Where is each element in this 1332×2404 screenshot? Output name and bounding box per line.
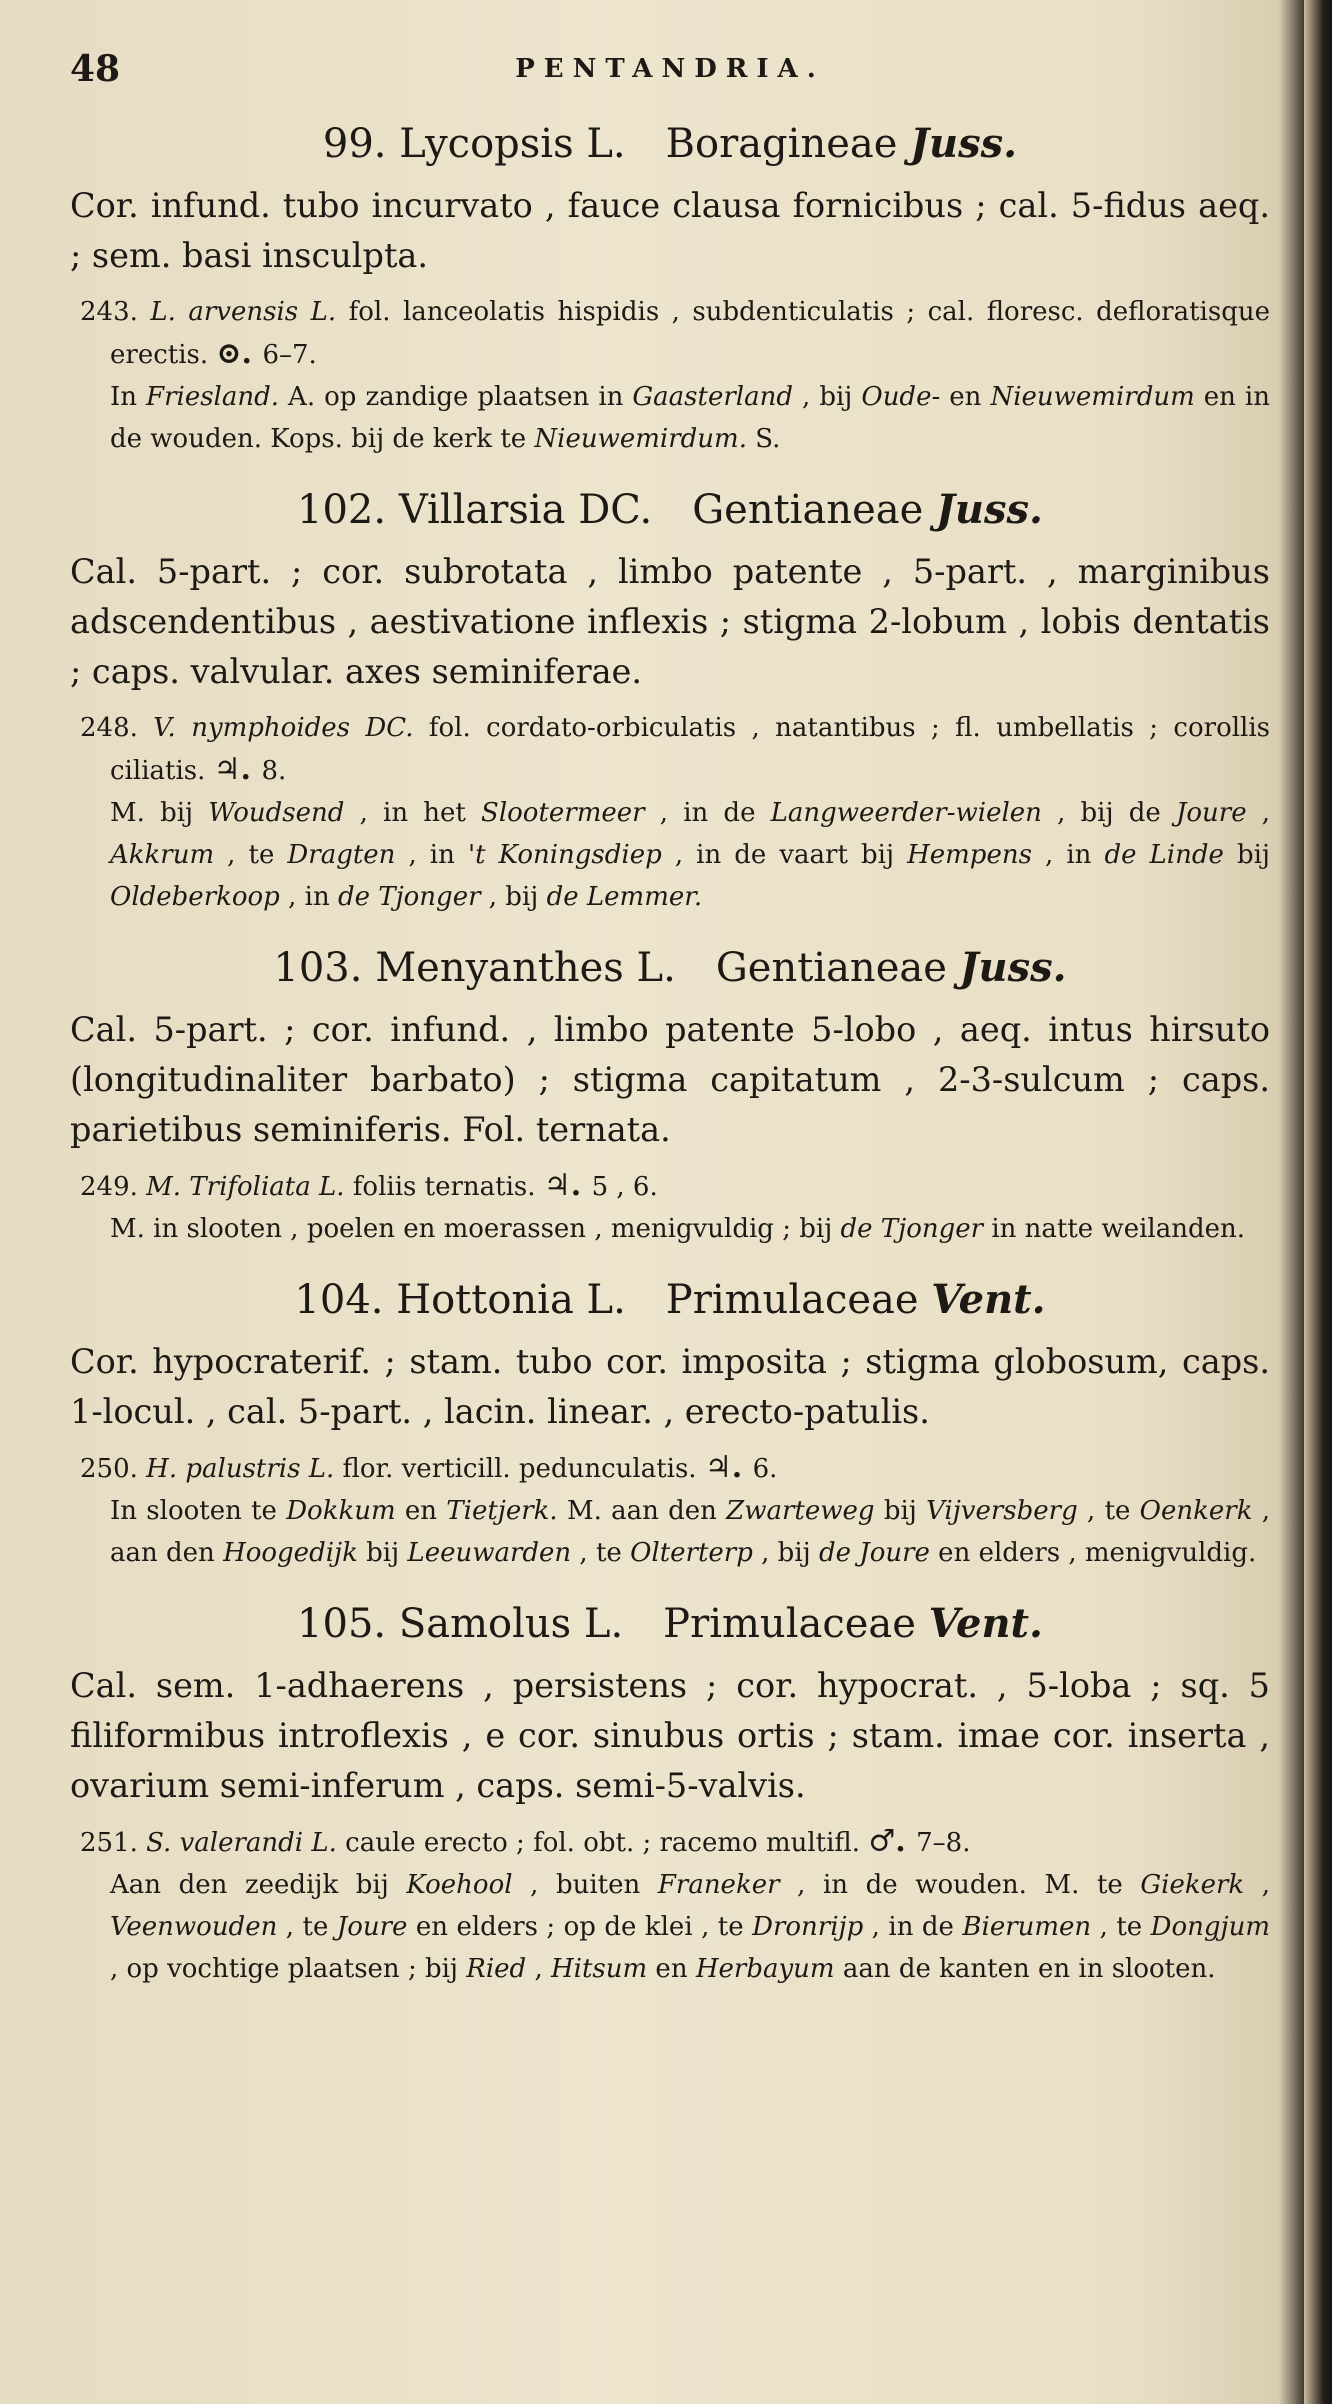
place-name: Gaasterland	[632, 382, 793, 412]
genus-author: L.	[583, 1601, 664, 1647]
genus-heading	[70, 120, 1270, 167]
locality-text: , in de vaart bij	[661, 840, 908, 870]
place-name: Nieuwemirdum.	[534, 424, 747, 454]
family-author: Juss.	[959, 944, 1067, 991]
flowering-months: 6–7.	[262, 340, 317, 370]
locality-text: ,	[526, 1954, 551, 1984]
place-name: Olterterp	[630, 1538, 753, 1568]
locality-text: , in de	[863, 1912, 963, 1942]
species-localities	[70, 792, 1270, 918]
locality-text: in natte weilanden.	[983, 1214, 1246, 1244]
place-name: Langweerder-wielen	[770, 798, 1042, 828]
place-name: Veenwouden	[110, 1912, 278, 1942]
locality-text: A. op zandige plaatsen in	[279, 382, 633, 412]
family-name: Primulaceae	[663, 1601, 929, 1647]
flowering-months: 6.	[752, 1454, 778, 1484]
locality-text: , te	[1091, 1912, 1151, 1942]
family-author: Vent.	[931, 1276, 1046, 1323]
place-name: Akkrum	[110, 840, 215, 870]
place-name: Giekerk	[1140, 1870, 1245, 1900]
species-name: V. nymphoides DC.	[153, 713, 429, 743]
locality-text: en	[395, 1496, 447, 1526]
place-name: de Joure	[818, 1538, 930, 1568]
species-diagnosis: flor. verticill. pedunculatis.	[342, 1454, 705, 1484]
genus-section	[70, 486, 1270, 918]
place-name: Leeuwarden	[407, 1538, 572, 1568]
place-name: Vijversberg	[926, 1496, 1078, 1526]
locality-text: en elders ; op de klei , te	[407, 1912, 753, 1942]
species-name: M. Trifoliata L.	[146, 1172, 353, 1202]
locality-text: , in de wouden. M. te	[779, 1870, 1141, 1900]
species-name: L. arvensis L.	[150, 297, 349, 327]
lifeform-symbol: ♃.	[543, 1168, 592, 1203]
locality-text: , in het	[344, 798, 482, 828]
genus-number: 99.	[322, 121, 400, 167]
species-localities	[70, 376, 1270, 460]
genus-number: 103.	[273, 945, 376, 991]
locality-text: ,	[1246, 798, 1271, 828]
species-diagnosis: fol. lanceolatis hispidis , subdenticulatis ; cal. floresc. defloratisque erectis.	[110, 297, 1270, 370]
locality-text: aan de kanten en in slooten.	[834, 1954, 1216, 1984]
locality-text: M. aan den	[557, 1496, 727, 1526]
species-diagnosis: foliis ternatis.	[352, 1172, 544, 1202]
page-binding-edge	[1304, 0, 1332, 2404]
running-title: PENTANDRIA.	[515, 54, 825, 84]
locality-text: In	[110, 382, 147, 412]
genus-author: L.	[586, 1277, 666, 1323]
locality-text: en	[940, 382, 991, 412]
locality-text: , buiten	[512, 1870, 658, 1900]
lifeform-symbol: ⊙.	[216, 336, 263, 371]
place-name: Hitsum	[550, 1954, 648, 1984]
place-name: Oldeberkoop	[110, 882, 280, 912]
locality-text: , in de	[644, 798, 771, 828]
locality-text: en	[647, 1954, 696, 1984]
place-name: Koehool	[406, 1870, 513, 1900]
place-name: Tietjerk.	[446, 1496, 558, 1526]
genus-description: Cal. 5-part. ; cor. subrotata , limbo patente , 5-part. , marginibus adscendentibus , aestivatione inflexis ; stigma 2-lobum , lobis dentatis ; caps. valvular. axes seminiferae.	[70, 552, 1270, 691]
species-entry	[70, 1447, 1270, 1490]
genus-author: L.	[586, 121, 666, 167]
genus-number: 105.	[297, 1601, 399, 1647]
locality-text: , op vochtige plaatsen ; bij	[110, 1954, 467, 1984]
locality-text: , te	[214, 840, 288, 870]
locality-text: en elders , menigvuldig.	[929, 1538, 1257, 1568]
locality-text: bij	[357, 1538, 408, 1568]
place-name: Woudsend	[208, 798, 345, 828]
page-number: 48	[70, 48, 121, 90]
genus-heading	[70, 1276, 1270, 1323]
species-number: 248.	[80, 713, 154, 743]
genus-section	[70, 944, 1270, 1250]
running-header	[70, 40, 1270, 110]
genus-name: Menyanthes	[375, 945, 637, 991]
species-number: 249.	[80, 1172, 147, 1202]
species-entry	[70, 1821, 1270, 1864]
genus-name: Villarsia	[398, 487, 579, 533]
species-name: S. valerandi L.	[146, 1828, 346, 1858]
locality-text: Aan den zeedijk bij	[110, 1870, 407, 1900]
locality-text: , in	[1031, 840, 1105, 870]
place-name: de Linde	[1104, 840, 1224, 870]
genus-sections	[70, 120, 1270, 1990]
family-name: Gentianeae	[692, 487, 936, 533]
place-name: Hempens	[907, 840, 1032, 870]
genus-number: 104.	[294, 1277, 397, 1323]
species-localities	[70, 1490, 1270, 1574]
place-name: Franeker	[657, 1870, 780, 1900]
species-entry	[70, 291, 1270, 376]
species-localities	[70, 1208, 1270, 1250]
lifeform-symbol: ♃.	[704, 1450, 753, 1485]
place-name: de Tjonger	[337, 882, 481, 912]
genus-description: Cor. infund. tubo incurvato , fauce clausa fornicibus ; cal. 5-fidus aeq. ; sem. basi insculpta.	[70, 186, 1270, 275]
place-name: Dokkum	[286, 1496, 396, 1526]
locality-text: M. in slooten , poelen en moerassen , menigvuldig ; bij	[110, 1214, 841, 1244]
species-entry	[70, 707, 1270, 792]
place-name: Friesland.	[146, 382, 280, 412]
species-number: 250.	[80, 1454, 147, 1484]
place-name: Dragten	[287, 840, 396, 870]
locality-text: , te	[1077, 1496, 1140, 1526]
species-diagnosis: caule erecto ; fol. obt. ; racemo multifl.	[345, 1828, 869, 1858]
place-name: Herbayum	[695, 1954, 835, 1984]
genus-section	[70, 1276, 1270, 1574]
place-name: Nieuwemirdum	[990, 382, 1195, 412]
place-name: Dongjum	[1150, 1912, 1270, 1942]
genus-author: L.	[636, 945, 716, 991]
family-name: Gentianeae	[715, 945, 960, 991]
locality-text: , bij	[752, 1538, 819, 1568]
species-number: 243.	[80, 297, 151, 327]
genus-author: DC.	[578, 487, 693, 533]
place-name: Oenkerk	[1139, 1496, 1253, 1526]
locality-text: , bij	[480, 882, 547, 912]
place-name: de Lemmer.	[546, 882, 703, 912]
genus-name: Hottonia	[396, 1277, 587, 1323]
locality-text: , in	[279, 882, 338, 912]
genus-name: Lycopsis	[399, 121, 587, 167]
place-name: Ried	[466, 1954, 527, 1984]
place-name: 't Koningsdiep	[467, 840, 662, 870]
locality-text: en in de wouden. Kops. bij de kerk te	[110, 382, 1270, 454]
genus-heading	[70, 944, 1270, 991]
locality-text: ,	[1244, 1870, 1271, 1900]
lifeform-symbol: ♂.	[868, 1824, 917, 1859]
locality-text: , bij	[793, 382, 862, 412]
species-entry	[70, 1165, 1270, 1208]
page-content	[70, 40, 1270, 2016]
locality-text: bij	[874, 1496, 927, 1526]
locality-text: bij	[1223, 840, 1270, 870]
flowering-months: 7–8.	[916, 1828, 971, 1858]
genus-heading	[70, 1600, 1270, 1647]
genus-description: Cor. hypocraterif. ; stam. tubo cor. imposita ; stigma globosum, caps. 1-locul. , cal. 5-part. , lacin. linear. , erecto-patulis.	[70, 1342, 1270, 1431]
locality-text: , te	[277, 1912, 337, 1942]
family-name: Primulaceae	[665, 1277, 932, 1323]
locality-text: , aan den	[110, 1496, 1270, 1568]
place-name: Zwarteweg	[726, 1496, 875, 1526]
flowering-months: 5 , 6.	[591, 1172, 658, 1202]
place-name: Dronrijp	[752, 1912, 864, 1942]
genus-description: Cal. sem. 1-adhaerens , persistens ; cor. hypocrat. , 5-loba ; sq. 5 filiformibus introflexis , e cor. sinubus ortis ; stam. imae cor. inserta , ovarium semi-inferum , caps. semi-5-valvis.	[70, 1666, 1270, 1805]
place-name: Oude-	[861, 382, 941, 412]
locality-text: M. bij	[110, 798, 209, 828]
family-author: Juss.	[910, 120, 1018, 167]
genus-description: Cal. 5-part. ; cor. infund. , limbo patente 5-lobo , aeq. intus hirsuto (longitudinaliter barbato) ; stigma capitatum , 2-3-sulcum ; caps. parietibus seminiferis. Fol. ternata.	[70, 1010, 1270, 1149]
place-name: de Tjonger	[840, 1214, 984, 1244]
genus-section	[70, 1600, 1270, 1990]
species-name: H. palustris L.	[146, 1454, 343, 1484]
lifeform-symbol: ♃.	[213, 752, 262, 787]
family-author: Vent.	[928, 1600, 1043, 1647]
family-name: Boragineae	[665, 121, 911, 167]
flowering-months: 8.	[261, 756, 287, 786]
locality-text: S.	[746, 424, 781, 454]
place-name: Joure	[336, 1912, 408, 1942]
locality-text: , in	[395, 840, 468, 870]
place-name: Bierumen	[962, 1912, 1092, 1942]
place-name: Hoogedijk	[223, 1538, 358, 1568]
genus-number: 102.	[297, 487, 399, 533]
locality-text: In slooten te	[110, 1496, 287, 1526]
family-author: Juss.	[935, 486, 1043, 533]
place-name: Joure	[1175, 798, 1247, 828]
species-diagnosis: fol. cordato-orbiculatis , natantibus ; fl. umbellatis ; corollis ciliatis.	[110, 713, 1271, 786]
genus-name: Samolus	[398, 1601, 584, 1647]
locality-text: , te	[571, 1538, 631, 1568]
locality-text: , bij de	[1041, 798, 1176, 828]
species-number: 251.	[80, 1828, 147, 1858]
genus-section	[70, 120, 1270, 460]
species-localities	[70, 1864, 1270, 1990]
genus-heading	[70, 486, 1270, 533]
place-name: Slootermeer	[481, 798, 645, 828]
